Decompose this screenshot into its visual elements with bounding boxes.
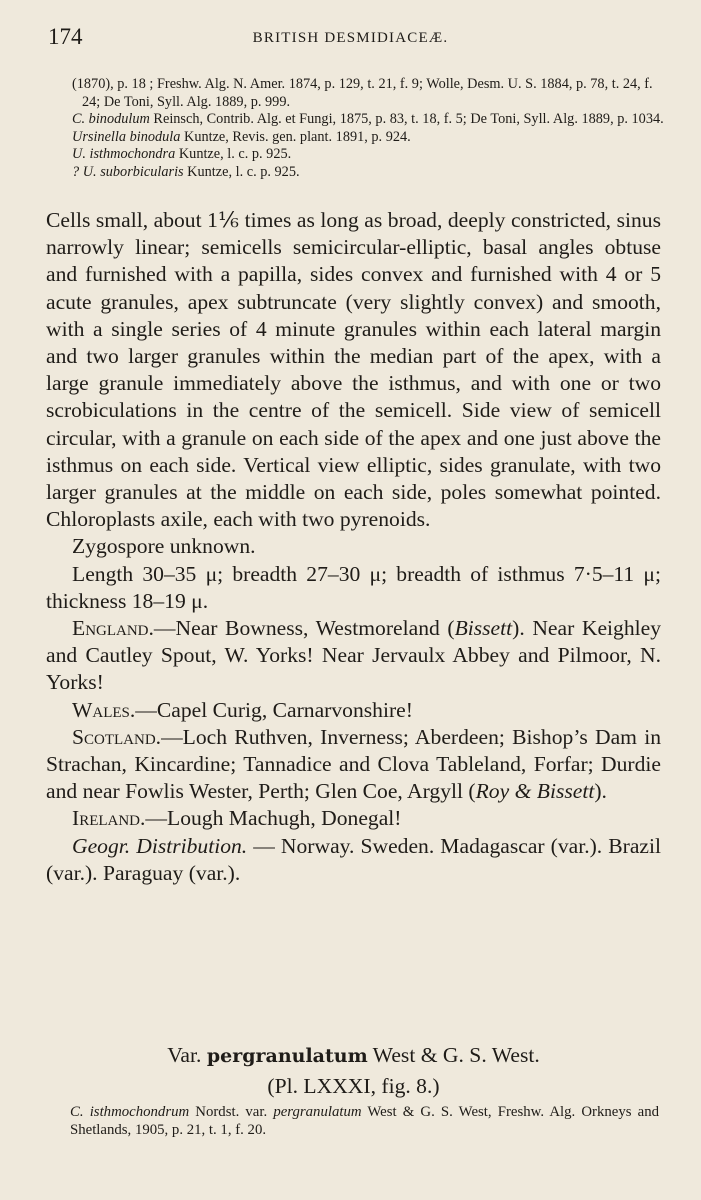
running-header: [48, 24, 653, 54]
synonym-entry: C. binodulum Reinsch, Contrib. Alg. et Fungi, 1875, p. 83, t. 18, f. 5; De Toni, Syll. Alg. 1889, p. 1034.: [72, 111, 664, 128]
variety-heading: [46, 1040, 661, 1101]
synonym-name: C. binodulum: [72, 111, 150, 128]
running-title: BRITISH DESMIDIACEÆ.: [252, 30, 449, 46]
synonym-entry: U. isthmochondra Kuntze, l. c. p. 925.: [72, 146, 292, 163]
synonym-entry: ? U. suborbicularis Kuntze, l. c. p. 925.: [72, 163, 300, 180]
locality-wales: Wales.—Capel Curig, Carnarvonshire!: [72, 697, 413, 722]
synonym-entry: (1870), p. 18 ; Freshw. Alg. N. Amer. 1874, p. 129, t. 21, f. 9; Wolle, Desm. U. S. 1884, p. 78, t. 24, f. 24; De Toni, Syll. Alg. 1889, p. 999.: [72, 76, 653, 110]
variety-name: pergranulatum: [206, 1045, 368, 1067]
locality-england: England.—Near Bowness, Westmoreland (Bissett). Near Keighley and Cautley Spout, W. Yorks! Near Jervaulx Abbey and Pilmoor, N. Yorks!: [46, 616, 661, 695]
synonym-name: Ursinella binodula: [72, 128, 181, 145]
page-number: 174: [48, 24, 83, 49]
dimensions-paragraph: Length 30–35 μ; breadth 27–30 μ; breadth of isthmus 7·5–11 μ; thickness 18–19 μ.: [46, 561, 661, 613]
locality-ireland: Ireland.—Lough Machugh, Donegal!: [72, 806, 402, 831]
description-paragraph: Cells small, about 1⅙ times as long as broad, deeply constricted, sinus narrowly linear; semicells semicircular-elliptic, basal angles obtuse and furnished with a papilla, sides convex and furnished with 4 or 5 acute granules, apex subtruncate (very slightly convex) and smooth, with a single series of 4 minute granules within each lateral margin and two larger granules within the median part of the apex, with a large granule immediately above the isthmus, and with one or two scrobiculations in the centre of the semicell. Side view of semicell circular, with a granule on each side of the apex and one just above the isthmus on each side. Vertical view elliptic, sides granulate, with two larger granules at the middle on each side, poles somewhat pointed. Chloroplasts axile, each with two pyrenoids.: [46, 208, 661, 532]
variety-synonym: C. isthmochondrum Nordst. var. pergranulatum West & G. S. West, Freshw. Alg. Orkneys and Shetlands, 1905, p. 21, t. 1, f. 20.: [70, 1104, 659, 1138]
synonym-name: U. isthmochondra: [72, 146, 176, 163]
synonym-name: ? U. suborbicularis: [72, 163, 184, 180]
species-text: [46, 207, 661, 887]
variety-plate: (Pl. LXXXI, fig. 8.): [267, 1074, 440, 1098]
synonymy-block: [72, 76, 665, 182]
synonym-entry: Ursinella binodula Kuntze, Revis. gen. plant. 1891, p. 924.: [72, 128, 411, 145]
variety-title: Var. pergranulatum West & G. S. West.: [167, 1043, 540, 1067]
locality-scotland: Scotland.—Loch Ruthven, Inverness; Aberdeen; Bishop’s Dam in Strachan, Kincardine; Tannadice and Clova Tableland, Forfar; Durdie and near Fowlis Wester, Perth; Glen Coe, Argyll (Roy & Bissett).: [46, 724, 661, 804]
zygospore-note: Zygospore unknown.: [72, 534, 256, 559]
geographic-distribution: Geogr. Distribution. — Norway. Sweden. Madagascar (var.). Brazil (var.). Paraguay (var.).: [46, 833, 661, 885]
